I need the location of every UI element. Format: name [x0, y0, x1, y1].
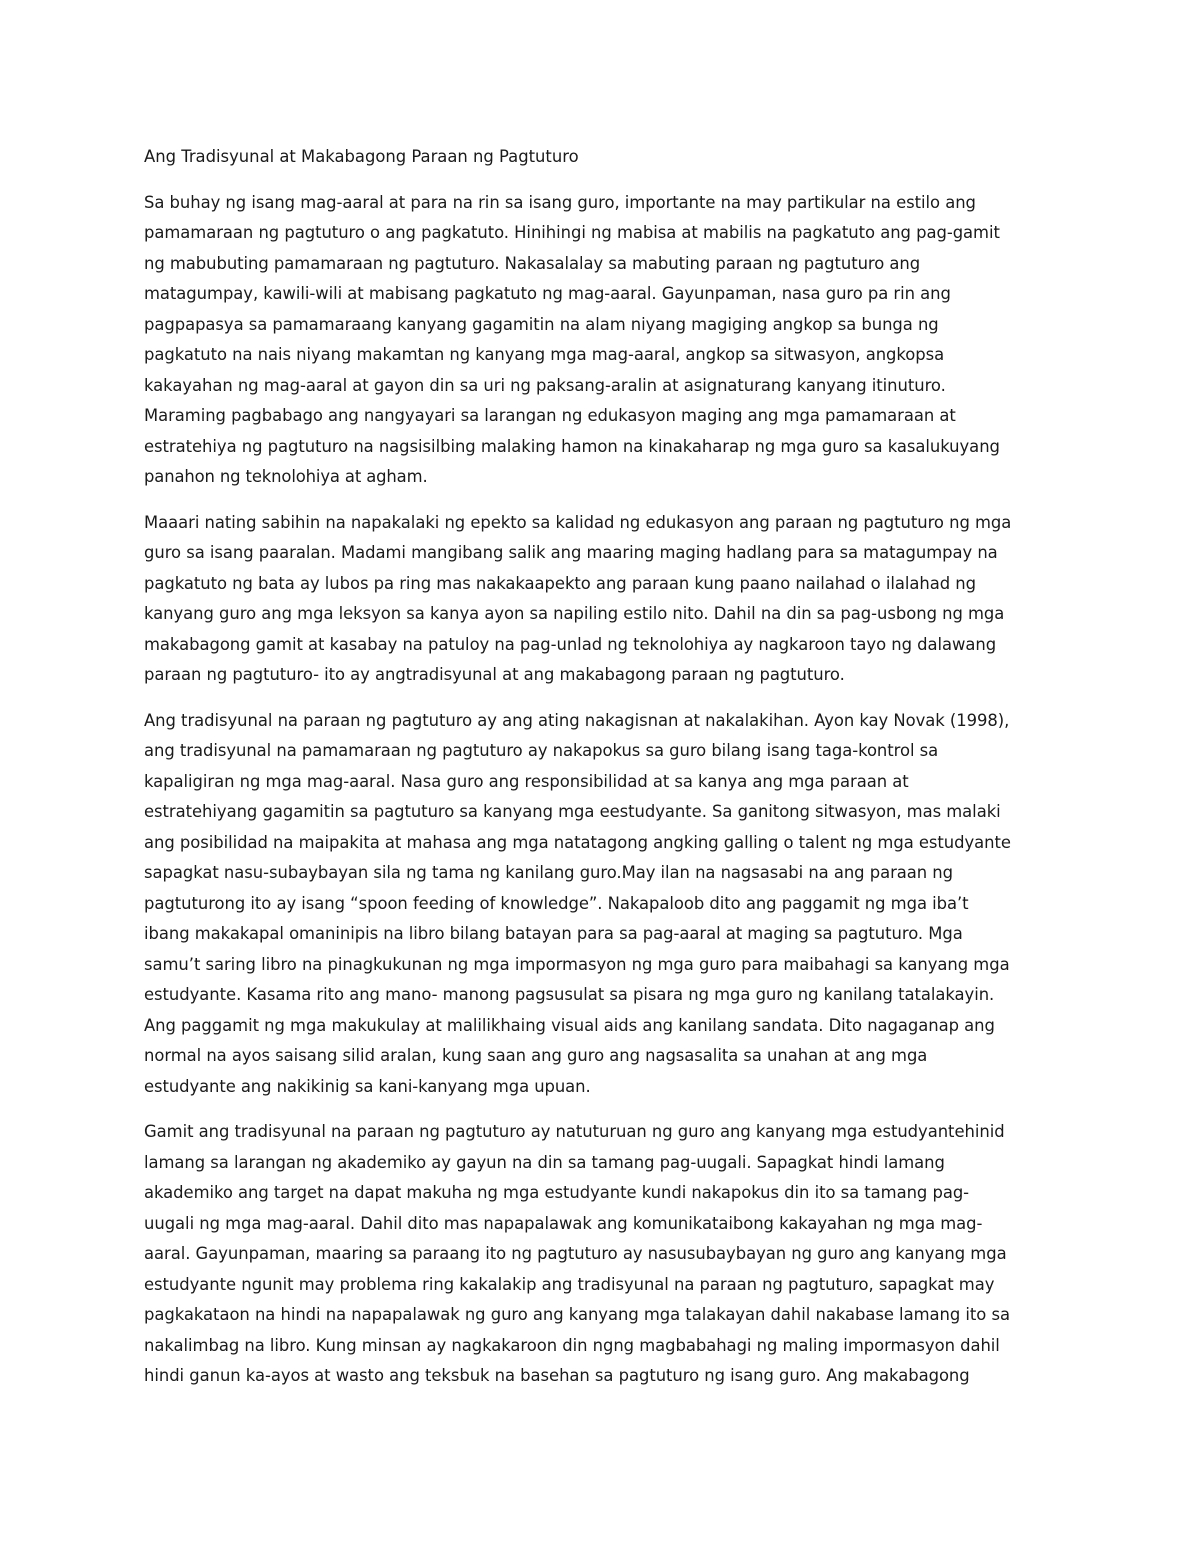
- text-line: Maraming pagbabago ang nangyayari sa larangan ng edukasyon maging ang mga pamamaraan at: [144, 406, 956, 425]
- text-line: ng mabubuting pamamaraan ng pagtuturo. Nakasalalay sa mabuting paraan ng pagtuturo ang: [144, 253, 921, 273]
- text-line: Gamit ang tradisyunal na paraan ng pagtuturo ay natuturuan ng guro ang kanyang mga estudyantehinid: [144, 1122, 1005, 1141]
- paragraph: [144, 1117, 1064, 1392]
- text-line: estudyante ngunit may problema ring kakalakip ang tradisyunal na paraan ng pagtuturo, sapagkat may: [144, 1274, 995, 1294]
- text-line: lamang sa larangan ng akademiko ay gayun na din sa tamang pag-uugali. Sapagkat hindi lamang: [144, 1152, 945, 1172]
- document-body: [144, 142, 1064, 1407]
- text-line: nakalimbag na libro. Kung minsan ay nagkakaroon din ngng magbabahagi ng maling impormasyon dahil: [144, 1335, 1000, 1355]
- paragraph-container: [144, 188, 1064, 1392]
- text-line: pagkatuto ng bata ay lubos pa ring mas nakakaapekto ang paraan kung paano nailahad o ilalahad ng: [144, 573, 976, 593]
- paragraph: [144, 508, 1064, 691]
- document-title: Ang Tradisyunal at Makabagong Paraan ng Pagtuturo: [144, 147, 579, 166]
- text-line: ibang makakapal omaninipis na libro bilang batayan para sa pag-aaral at maging sa pagtuturo. Mga: [144, 924, 963, 943]
- text-line: uugali ng mga mag-aaral. Dahil dito mas napapalawak ang komunikataibong kakayahan ng mga mag-: [144, 1213, 983, 1233]
- text-line: normal na ayos saisang silid aralan, kung saan ang guro ang nagsasalita sa unahan at ang mga: [144, 1046, 928, 1065]
- text-line: ang posibilidad na maipakita at mahasa ang mga natatagong angking galling o talent ng mga estudyante: [144, 832, 1011, 852]
- text-line: pagkakataon na hindi na napapalawak ng guro ang kanyang mga talakayan dahil nakabase lamang ito sa: [144, 1305, 1010, 1324]
- text-line: pamamaraan ng pagtuturo o ang pagkatuto. Hinihingi ng mabisa at mabilis na pagkatuto ang pag-gamit: [144, 223, 1000, 242]
- text-line: sapagkat nasu-subaybayan sila ng tama ng kanilang guro.May ilan na nagsasabi na ang paraan ng: [144, 863, 953, 882]
- text-line: matagumpay, kawili-wili at mabisang pagkatuto ng mag-aaral. Gayunpaman, nasa guro pa rin ang: [144, 284, 951, 303]
- text-line: Ang tradisyunal na paraan ng pagtuturo ay ang ating nakagisnan at nakalakihan. Ayon kay Novak (1998),: [144, 710, 1010, 730]
- text-line: kapaligiran ng mga mag-aaral. Nasa guro ang responsibilidad at sa kanya ang mga paraan at: [144, 771, 909, 791]
- text-line: paraan ng pagtuturo- ito ay angtradisyunal at ang makabagong paraan ng pagtuturo.: [144, 665, 845, 684]
- text-line: samu’t saring libro na pinagkukunan ng mga impormasyon ng mga guro para maibahagi sa kanyang mga: [144, 954, 1010, 974]
- text-line: pagpapasya sa pamamaraang kanyang gagamitin na alam niyang magiging angkop sa bunga ng: [144, 314, 939, 334]
- text-line: estratehiyang gagamitin sa pagtuturo sa kanyang mga eestudyante. Sa ganitong sitwasyon, mas malaki: [144, 802, 1001, 821]
- text-line: Sa buhay ng isang mag-aaral at para na rin sa isang guro, importante na may partikular na estilo ang: [144, 192, 976, 212]
- text-line: pagtuturong ito ay isang “spoon feeding of knowledge”. Nakapaloob dito ang paggamit ng mga iba’t: [144, 893, 969, 913]
- text-line: kakayahan ng mag-aaral at gayon din sa uri ng paksang-aralin at asignaturang kanyang itinuturo.: [144, 375, 946, 395]
- paragraph: [144, 706, 1064, 1103]
- text-line: hindi ganun ka-ayos at wasto ang teksbuk na basehan sa pagtuturo ng isang guro. Ang makabagong: [144, 1366, 970, 1385]
- text-line: akademiko ang target na dapat makuha ng mga estudyante kundi nakapokus din ito sa tamang pag-: [144, 1183, 970, 1202]
- text-line: kanyang guro ang mga leksyon sa kanya ayon sa napiling estilo nito. Dahil na din sa pag-usbong ng mga: [144, 604, 1005, 623]
- text-line: estudyante ang nakikinig sa kani-kanyang mga upuan.: [144, 1076, 591, 1096]
- text-line: Ang paggamit ng mga makukulay at malilikhaing visual aids ang kanilang sandata. Dito nagaganap ang: [144, 1015, 995, 1035]
- text-line: Maaari nating sabihin na napakalaki ng epekto sa kalidad ng edukasyon ang paraan ng pagtuturo ng mga: [144, 512, 1012, 532]
- text-line: ang tradisyunal na pamamaraan ng pagtuturo ay nakapokus sa guro bilang isang taga-kontrol sa: [144, 741, 939, 760]
- text-line: pagkatuto na nais niyang makamtan ng kanyang mga mag-aaral, angkop sa sitwasyon, angkopsa: [144, 345, 945, 364]
- text-line: aaral. Gayunpaman, maaring sa paraang ito ng pagtuturo ay nasusubaybayan ng guro ang kanyang mga: [144, 1244, 1007, 1263]
- text-line: panahon ng teknolohiya at agham.: [144, 467, 428, 486]
- paragraph: [144, 188, 1064, 493]
- text-line: estratehiya ng pagtuturo na nagsisilbing malaking hamon na kinakaharap ng mga guro sa kasalukuyang: [144, 436, 1000, 456]
- text-line: estudyante. Kasama rito ang mano- manong pagsusulat sa pisara ng mga guro ng kanilang tatalakayin.: [144, 985, 995, 1004]
- text-line: makabagong gamit at kasabay na patuloy na pag-unlad ng teknolohiya ay nagkaroon tayo ng dalawang: [144, 634, 997, 654]
- text-line: guro sa isang paaralan. Madami mangibang salik ang maaring maging hadlang para sa matagumpay na: [144, 543, 998, 562]
